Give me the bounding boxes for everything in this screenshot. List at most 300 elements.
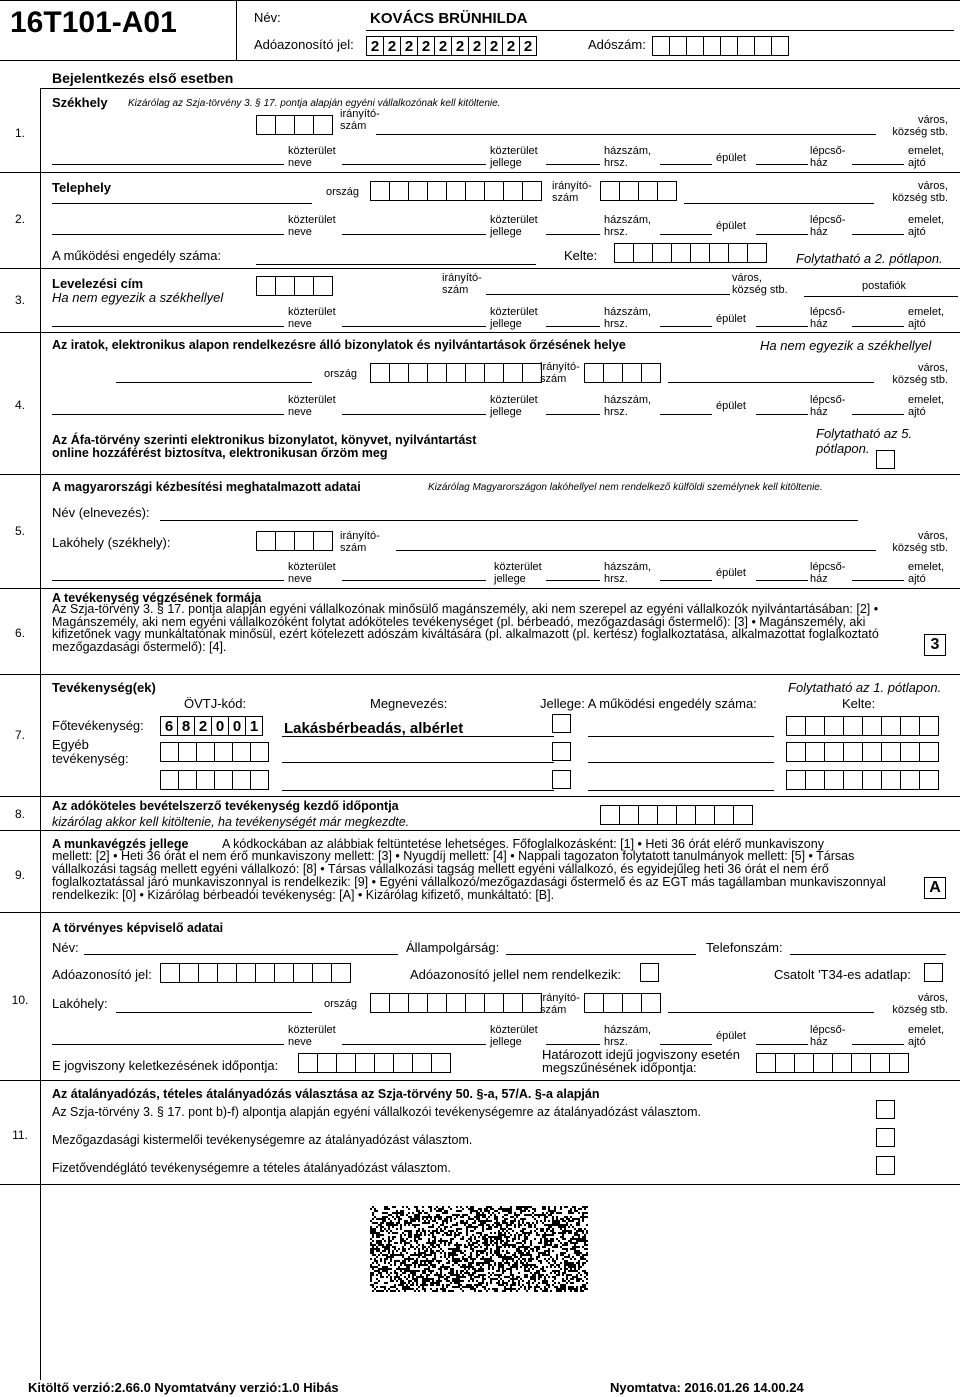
input-box[interactable]	[843, 716, 863, 736]
input-box[interactable]	[214, 770, 233, 790]
input-box[interactable]	[408, 181, 428, 201]
input-box[interactable]	[881, 770, 901, 790]
input-box[interactable]	[614, 243, 634, 263]
barcode-cell	[530, 1230, 532, 1232]
barcode-cell	[382, 1270, 384, 1272]
barcode-cell	[488, 1220, 490, 1222]
barcode-cell	[382, 1250, 384, 1252]
input-box[interactable]	[669, 36, 687, 56]
row7-title: Tevékenység(ek)	[52, 680, 156, 695]
barcode-cell	[470, 1254, 472, 1256]
input-box[interactable]	[805, 716, 825, 736]
barcode-cell	[514, 1238, 516, 1240]
digit-box[interactable]: 0	[228, 716, 246, 736]
barcode-cell	[564, 1228, 566, 1230]
barcode-cell	[530, 1264, 532, 1266]
input-box[interactable]	[355, 1053, 375, 1073]
input-box[interactable]	[484, 993, 504, 1013]
input-box[interactable]	[641, 993, 661, 1013]
barcode-cell	[502, 1258, 504, 1260]
input-box[interactable]	[862, 770, 882, 790]
barcode-cell	[470, 1226, 472, 1228]
barcode-cell	[570, 1266, 572, 1268]
barcode-cell	[484, 1222, 486, 1224]
input-box[interactable]	[754, 36, 772, 56]
country-label: ország	[324, 368, 358, 380]
barcode-cell	[498, 1208, 500, 1210]
input-box[interactable]	[862, 742, 882, 762]
tax-number-boxes[interactable]	[652, 36, 788, 56]
input-box[interactable]	[389, 363, 409, 383]
input-box[interactable]	[862, 716, 882, 736]
barcode-cell	[492, 1224, 494, 1226]
barcode-cell	[518, 1248, 520, 1250]
row10-title: A törvényes képviselő adatai	[52, 921, 224, 935]
barcode-cell	[418, 1256, 420, 1258]
row4-zip[interactable]	[584, 363, 660, 383]
input-box[interactable]	[737, 36, 755, 56]
input-box[interactable]	[250, 770, 269, 790]
barcode-cell	[550, 1264, 552, 1266]
row1-zip[interactable]	[256, 115, 332, 135]
digit-box[interactable]: 2	[485, 36, 503, 56]
input-box[interactable]	[196, 742, 215, 762]
row6-value-box[interactable]: 3	[924, 634, 946, 656]
digit-box[interactable]: 2	[383, 36, 401, 56]
digit-box[interactable]: 2	[502, 36, 520, 56]
input-box[interactable]	[178, 770, 197, 790]
input-box[interactable]	[786, 742, 806, 762]
input-box[interactable]	[851, 1053, 871, 1073]
barcode-cell	[480, 1284, 482, 1286]
barcode-cell	[516, 1264, 518, 1266]
input-box[interactable]	[600, 805, 620, 825]
input-box[interactable]	[179, 963, 199, 983]
barcode-cell	[522, 1280, 524, 1282]
barcode-cell	[512, 1220, 514, 1222]
barcode-cell	[416, 1288, 418, 1290]
barcode-cell	[412, 1258, 414, 1260]
barcode-cell	[404, 1286, 406, 1288]
barcode-cell	[374, 1258, 376, 1260]
digit-box[interactable]: 2	[417, 36, 435, 56]
barcode-cell	[394, 1212, 396, 1214]
barcode-cell	[434, 1236, 436, 1238]
input-box[interactable]	[771, 36, 789, 56]
input-box[interactable]	[431, 1053, 451, 1073]
barcode-cell	[478, 1216, 480, 1218]
barcode-cell	[426, 1222, 428, 1224]
digit-box[interactable]: 2	[194, 716, 212, 736]
barcode-cell	[514, 1220, 516, 1222]
input-box[interactable]	[919, 742, 939, 762]
barcode-cell	[456, 1274, 458, 1276]
barcode-cell	[384, 1254, 386, 1256]
barcode-cell	[570, 1230, 572, 1232]
input-box[interactable]	[196, 770, 215, 790]
input-box[interactable]	[336, 1053, 356, 1073]
input-box[interactable]	[298, 1053, 318, 1073]
input-box[interactable]	[824, 742, 844, 762]
barcode-cell	[416, 1216, 418, 1218]
input-box[interactable]	[832, 1053, 852, 1073]
input-box[interactable]	[622, 993, 642, 1013]
barcode-cell	[570, 1282, 572, 1284]
barcode-cell	[542, 1246, 544, 1248]
input-box[interactable]	[603, 993, 623, 1013]
input-box[interactable]	[638, 805, 658, 825]
barcode-cell	[498, 1236, 500, 1238]
input-box[interactable]	[503, 363, 523, 383]
input-box[interactable]	[370, 181, 390, 201]
input-box[interactable]	[427, 993, 447, 1013]
input-box[interactable]	[503, 181, 523, 201]
other-activity-date-1[interactable]	[786, 742, 938, 762]
barcode-cell	[522, 1218, 524, 1220]
barcode-cell	[522, 1258, 524, 1260]
digit-box[interactable]: 2	[451, 36, 469, 56]
input-box[interactable]	[465, 363, 485, 383]
barcode-cell	[476, 1286, 478, 1288]
row2-continue: Folytatható a 2. pótlapon.	[796, 251, 943, 266]
barcode-cell	[382, 1286, 384, 1288]
barcode-cell	[378, 1248, 380, 1250]
row3-zip[interactable]	[256, 276, 332, 296]
digit-box[interactable]: 6	[160, 716, 178, 736]
barcode-cell	[374, 1282, 376, 1284]
input-box[interactable]	[275, 115, 295, 135]
barcode-cell	[372, 1248, 374, 1250]
barcode-cell	[504, 1228, 506, 1230]
rep-start-date[interactable]	[298, 1053, 450, 1073]
barcode-cell	[414, 1264, 416, 1266]
barcode-cell	[398, 1218, 400, 1220]
input-box[interactable]	[217, 963, 237, 983]
afa-electronic-checkbox[interactable]	[876, 450, 895, 469]
input-box[interactable]	[427, 363, 447, 383]
input-box[interactable]	[703, 36, 721, 56]
input-box[interactable]	[408, 363, 428, 383]
barcode-cell	[412, 1218, 414, 1220]
barcode-cell	[568, 1240, 570, 1242]
input-box[interactable]	[919, 770, 939, 790]
input-box[interactable]	[484, 363, 504, 383]
permit-date-boxes[interactable]	[614, 243, 766, 263]
input-box[interactable]	[805, 770, 825, 790]
input-box[interactable]	[522, 993, 542, 1013]
input-box[interactable]	[313, 115, 333, 135]
row5-zip[interactable]	[256, 531, 332, 551]
rep-zip[interactable]	[584, 993, 660, 1013]
input-box[interactable]	[824, 770, 844, 790]
barcode-cell	[482, 1276, 484, 1278]
input-box[interactable]	[622, 363, 642, 383]
input-box[interactable]	[503, 993, 523, 1013]
main-activity-type-box[interactable]	[552, 714, 571, 733]
barcode-cell	[572, 1212, 574, 1214]
barcode-cell	[520, 1206, 522, 1208]
barcode-cell	[546, 1290, 548, 1292]
input-box[interactable]	[756, 1053, 776, 1073]
barcode-cell	[486, 1244, 488, 1246]
input-box[interactable]	[747, 243, 767, 263]
input-box[interactable]	[389, 181, 409, 201]
input-box[interactable]	[312, 963, 332, 983]
input-box[interactable]	[786, 716, 806, 736]
barcode-cell	[524, 1266, 526, 1268]
input-box[interactable]	[427, 181, 447, 201]
input-box[interactable]	[484, 181, 504, 201]
barcode-cell	[442, 1234, 444, 1236]
barcode-cell	[578, 1278, 580, 1280]
rep-country[interactable]	[370, 993, 541, 1013]
input-box[interactable]	[232, 770, 251, 790]
input-box[interactable]	[331, 963, 351, 983]
barcode-cell	[398, 1284, 400, 1286]
input-box[interactable]	[619, 181, 639, 201]
input-box[interactable]	[728, 243, 748, 263]
barcode-cell	[374, 1248, 376, 1250]
input-box[interactable]	[256, 531, 276, 551]
barcode-cell	[556, 1220, 558, 1222]
input-box[interactable]	[446, 181, 466, 201]
input-box[interactable]	[843, 770, 863, 790]
input-box[interactable]	[695, 805, 715, 825]
rep-taxid-boxes[interactable]	[160, 963, 350, 983]
input-box[interactable]	[657, 181, 677, 201]
barcode-cell	[518, 1208, 520, 1210]
barcode-cell	[576, 1262, 578, 1264]
barcode-cell	[484, 1244, 486, 1246]
input-box[interactable]	[652, 243, 672, 263]
row11-checkbox-2[interactable]	[876, 1128, 895, 1147]
input-box[interactable]	[370, 363, 390, 383]
digit-box[interactable]: 2	[366, 36, 384, 56]
barcode-cell	[482, 1268, 484, 1270]
digit-box[interactable]: 2	[519, 36, 537, 56]
input-box[interactable]	[794, 1053, 814, 1073]
input-box[interactable]	[294, 276, 314, 296]
barcode-cell	[538, 1248, 540, 1250]
input-box[interactable]	[600, 181, 620, 201]
barcode-cell	[490, 1242, 492, 1244]
barcode-cell	[376, 1260, 378, 1262]
rep-end-date[interactable]	[756, 1053, 908, 1073]
main-activity-date[interactable]	[786, 716, 938, 736]
barcode-cell	[498, 1268, 500, 1270]
row11-checkbox-1[interactable]	[876, 1100, 895, 1119]
input-box[interactable]	[160, 742, 179, 762]
input-box[interactable]	[446, 363, 466, 383]
input-box[interactable]	[638, 181, 658, 201]
barcode-cell	[384, 1228, 386, 1230]
barcode-cell	[436, 1232, 438, 1234]
start-date-boxes[interactable]	[600, 805, 752, 825]
input-box[interactable]	[603, 363, 623, 383]
digit-box[interactable]: 8	[177, 716, 195, 736]
input-box[interactable]	[408, 993, 428, 1013]
barcode-cell	[586, 1254, 588, 1256]
barcode-cell	[568, 1266, 570, 1268]
input-box[interactable]	[522, 363, 542, 383]
row2-country[interactable]	[370, 181, 541, 201]
barcode-cell	[434, 1220, 436, 1222]
barcode-cell	[404, 1224, 406, 1226]
other-activity-type-box-2[interactable]	[552, 770, 571, 789]
barcode-cell	[448, 1254, 450, 1256]
input-box[interactable]	[275, 276, 295, 296]
input-box[interactable]	[805, 742, 825, 762]
input-box[interactable]	[709, 243, 729, 263]
input-box[interactable]	[881, 742, 901, 762]
input-box[interactable]	[641, 363, 661, 383]
barcode-cell	[554, 1232, 556, 1234]
input-box[interactable]	[232, 742, 251, 762]
input-box[interactable]	[160, 963, 180, 983]
input-box[interactable]	[690, 243, 710, 263]
row11-checkbox-3[interactable]	[876, 1156, 895, 1175]
input-box[interactable]	[619, 805, 639, 825]
input-box[interactable]	[274, 963, 294, 983]
input-box[interactable]	[317, 1053, 337, 1073]
input-box[interactable]	[250, 742, 269, 762]
barcode-cell	[380, 1252, 382, 1254]
input-box[interactable]	[686, 36, 704, 56]
barcode-cell	[536, 1246, 538, 1248]
rep-attached-checkbox[interactable]	[924, 963, 943, 982]
input-box[interactable]	[584, 993, 604, 1013]
barcode-cell	[562, 1224, 564, 1226]
input-box[interactable]	[313, 531, 333, 551]
row9-value-box[interactable]: A	[924, 877, 946, 899]
digit-box[interactable]: 1	[245, 716, 263, 736]
other-activity-code-2[interactable]	[160, 770, 268, 790]
input-box[interactable]	[446, 993, 466, 1013]
barcode-cell	[386, 1276, 388, 1278]
input-box[interactable]	[256, 276, 276, 296]
barcode-cell	[376, 1242, 378, 1244]
barcode-cell	[564, 1206, 566, 1208]
barcode-cell	[384, 1288, 386, 1290]
main-activity-code[interactable]	[160, 716, 262, 736]
barcode-cell	[490, 1208, 492, 1210]
input-box[interactable]	[900, 770, 920, 790]
input-box[interactable]	[889, 1053, 909, 1073]
input-box[interactable]	[522, 181, 542, 201]
barcode-cell	[550, 1240, 552, 1242]
input-box[interactable]	[900, 716, 920, 736]
input-box[interactable]	[671, 243, 691, 263]
input-box[interactable]	[652, 36, 670, 56]
input-box[interactable]	[919, 716, 939, 736]
barcode-cell	[386, 1244, 388, 1246]
input-box[interactable]	[633, 243, 653, 263]
row2-zip[interactable]	[600, 181, 676, 201]
barcode-cell	[438, 1226, 440, 1228]
barcode-cell	[576, 1250, 578, 1252]
row4-country[interactable]	[370, 363, 541, 383]
other-activity-date-2[interactable]	[786, 770, 938, 790]
input-box[interactable]	[870, 1053, 890, 1073]
input-box[interactable]	[584, 363, 604, 383]
input-box[interactable]	[465, 993, 485, 1013]
barcode-cell	[410, 1272, 412, 1274]
barcode-cell	[486, 1252, 488, 1254]
input-box[interactable]	[178, 742, 197, 762]
barcode-cell	[510, 1286, 512, 1288]
input-box[interactable]	[881, 716, 901, 736]
input-box[interactable]	[198, 963, 218, 983]
input-box[interactable]	[389, 993, 409, 1013]
input-box[interactable]	[393, 1053, 413, 1073]
input-box[interactable]	[255, 963, 275, 983]
barcode-cell	[438, 1280, 440, 1282]
barcode-cell	[544, 1206, 546, 1208]
barcode-cell	[390, 1230, 392, 1232]
input-box[interactable]	[465, 181, 485, 201]
barcode-cell	[582, 1236, 584, 1238]
barcode-cell	[476, 1250, 478, 1252]
input-box[interactable]	[313, 276, 333, 296]
barcode-cell	[440, 1256, 442, 1258]
input-box[interactable]	[370, 993, 390, 1013]
barcode-cell	[442, 1230, 444, 1232]
floor-label: emelet, ajtó	[908, 1024, 945, 1048]
barcode-cell	[518, 1236, 520, 1238]
digit-box[interactable]: 2	[468, 36, 486, 56]
input-box[interactable]	[843, 742, 863, 762]
input-box[interactable]	[714, 805, 734, 825]
barcode-cell	[472, 1272, 474, 1274]
other-activity-type-box-1[interactable]	[552, 742, 571, 761]
digit-box[interactable]: 2	[434, 36, 452, 56]
barcode-cell	[438, 1274, 440, 1276]
input-box[interactable]	[294, 531, 314, 551]
input-box[interactable]	[676, 805, 696, 825]
input-box[interactable]	[294, 115, 314, 135]
input-box[interactable]	[374, 1053, 394, 1073]
input-box[interactable]	[214, 742, 233, 762]
barcode-cell	[490, 1282, 492, 1284]
barcode-cell	[556, 1264, 558, 1266]
barcode-cell	[436, 1214, 438, 1216]
barcode-cell	[420, 1284, 422, 1286]
input-box[interactable]	[160, 770, 179, 790]
barcode-cell	[578, 1212, 580, 1214]
input-box[interactable]	[256, 115, 276, 135]
digit-box[interactable]: 0	[211, 716, 229, 736]
input-box[interactable]	[900, 742, 920, 762]
input-box[interactable]	[775, 1053, 795, 1073]
other-activity-code-1[interactable]	[160, 742, 268, 762]
input-box[interactable]	[786, 770, 806, 790]
input-box[interactable]	[236, 963, 256, 983]
input-box[interactable]	[657, 805, 677, 825]
barcode-cell	[548, 1210, 550, 1212]
barcode-cell	[572, 1238, 574, 1240]
digit-box[interactable]: 2	[400, 36, 418, 56]
rep-no-taxid-checkbox[interactable]	[640, 963, 659, 982]
barcode-cell	[546, 1282, 548, 1284]
input-box[interactable]	[813, 1053, 833, 1073]
input-box[interactable]	[412, 1053, 432, 1073]
input-box[interactable]	[824, 716, 844, 736]
barcode-cell	[478, 1282, 480, 1284]
input-box[interactable]	[275, 531, 295, 551]
input-box[interactable]	[293, 963, 313, 983]
input-box[interactable]	[733, 805, 753, 825]
input-box[interactable]	[720, 36, 738, 56]
